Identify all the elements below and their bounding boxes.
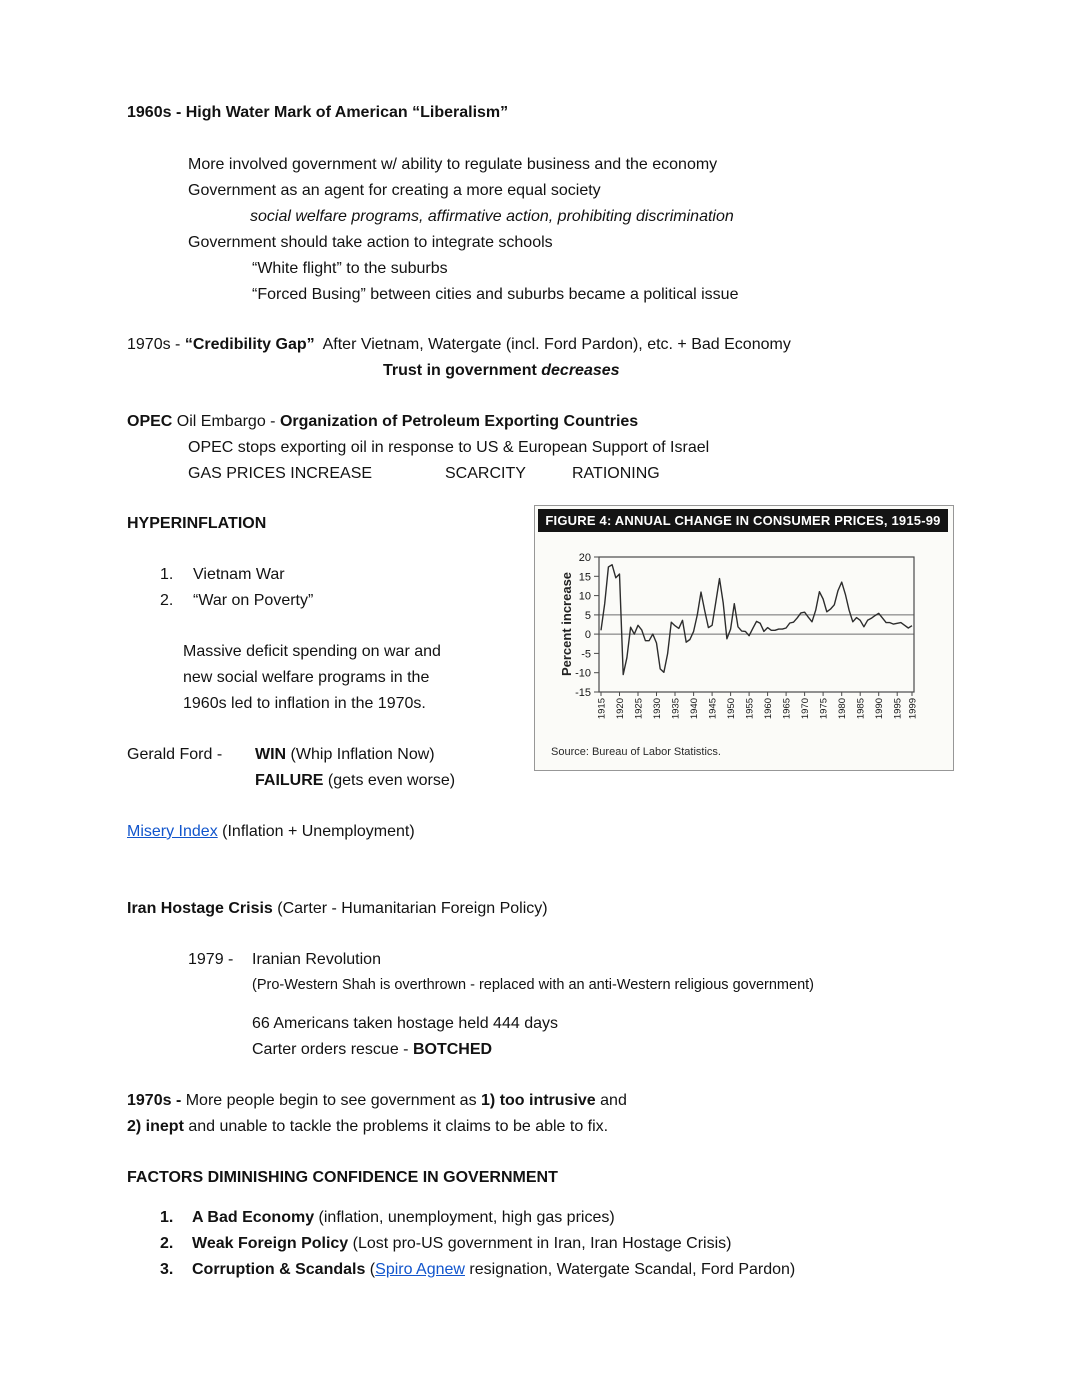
y-tick-label: -10 <box>575 667 591 680</box>
text-segment: (Inflation + Unemployment) <box>217 823 415 840</box>
spiro-agnew-link[interactable]: Spiro Agnew <box>375 1261 465 1278</box>
factor-corruption <box>160 1260 795 1280</box>
figure-title: FIGURE 4: ANNUAL CHANGE IN CONSUMER PRICES, 1915-99 <box>538 509 948 532</box>
para-integrate-schools <box>188 233 553 253</box>
text-segment: Gerald Ford - <box>127 746 227 763</box>
y-tick-label: 10 <box>578 590 591 603</box>
heading-hyperinflation <box>127 514 266 534</box>
text-segment: Weak Foreign Policy <box>192 1235 349 1252</box>
text-segment: After Vietnam, Watergate (incl. Ford Pardon), etc. + Bad Economy <box>314 336 791 353</box>
text-segment: resignation, Watergate Scandal, Ford Pardon) <box>464 1261 796 1278</box>
y-tick-label: 20 <box>578 552 591 564</box>
para-1970s-intrusive <box>127 1091 627 1111</box>
factor-weak-foreign-policy <box>160 1234 731 1254</box>
text-segment: WIN <box>255 746 287 763</box>
text-segment: ( <box>365 1261 376 1278</box>
x-tick-label: 1935 <box>670 698 682 720</box>
text-segment: Corruption & Scandals <box>192 1261 366 1278</box>
text-segment: “War on Poverty” <box>193 592 314 609</box>
para-gas-prices <box>188 464 660 484</box>
text-segment: FAILURE <box>255 772 324 789</box>
text-segment: 2. <box>160 592 174 609</box>
text-segment: “Forced Busing” between cities and suburbs became a political issue <box>252 286 739 303</box>
y-tick-label: -5 <box>581 648 591 661</box>
x-tick-label: 1960 <box>763 698 775 720</box>
y-axis-title: Percent increase <box>559 571 574 677</box>
para-forced-busing <box>252 285 738 305</box>
x-tick-label: 1955 <box>744 698 756 720</box>
para-1979-revolution <box>188 950 381 970</box>
text-segment: Massive deficit spending on war and <box>183 643 441 660</box>
text-segment: Carter orders rescue - <box>252 1041 413 1058</box>
text-segment: “Credibility Gap” <box>184 336 315 353</box>
x-tick-label: 1985 <box>855 698 867 720</box>
text-segment: 2. <box>160 1235 174 1252</box>
text-segment: BOTCHED <box>412 1041 493 1058</box>
x-tick-label: 1965 <box>781 698 793 720</box>
para-deficit-2 <box>183 668 429 688</box>
text-segment: 1) too intrusive <box>481 1092 596 1109</box>
para-white-flight <box>252 259 448 279</box>
text-segment: 1. <box>160 1209 174 1226</box>
text-segment: 1. <box>160 566 174 583</box>
para-more-involved <box>188 155 717 175</box>
list-item-vietnam-war <box>160 565 285 585</box>
text-segment: 1960s - High Water Mark of American “Liberalism” <box>127 104 509 121</box>
list-item-war-on-poverty <box>160 591 313 611</box>
text-segment: social welfare programs, affirmative action, prohibiting discrimination <box>250 208 734 225</box>
x-tick-label: 1975 <box>818 698 830 720</box>
text-segment: and unable to tackle the problems it claims to be able to fix. <box>183 1118 609 1135</box>
text-segment: new social welfare programs in the <box>183 669 430 686</box>
figure-plot-svg <box>535 506 955 772</box>
text-segment: 1979 - <box>188 951 238 968</box>
y-tick-label: 5 <box>584 609 591 622</box>
para-2-inept <box>127 1117 608 1137</box>
text-segment: (gets even worse) <box>323 772 456 789</box>
heading-opec <box>127 412 638 432</box>
text-segment: More involved government w/ ability to regulate business and the economy <box>188 156 718 173</box>
x-tick-label: 1995 <box>892 698 904 720</box>
text-segment: OPEC stops exporting oil in response to US & European Support of Israel <box>188 439 710 456</box>
x-tick-label: 1925 <box>633 698 645 720</box>
x-tick-label: 1920 <box>615 698 626 720</box>
x-tick-label: 1940 <box>689 698 701 720</box>
text-segment: Iran Hostage Crisis <box>127 900 273 917</box>
figure-source: Source: Bureau of Labor Statistics. <box>551 746 721 758</box>
text-segment: Vietnam War <box>193 566 285 583</box>
text-segment: Trust in government <box>383 362 542 379</box>
para-opec-stops <box>188 438 709 458</box>
text-segment: (Whip Inflation Now) <box>286 746 435 763</box>
plot-frame <box>599 557 914 692</box>
para-deficit-3 <box>183 694 426 714</box>
x-tick-label: 1915 <box>596 698 608 720</box>
text-segment: RATIONING <box>572 465 660 482</box>
text-segment: More people begin to see government as <box>185 1092 482 1109</box>
text-segment: 1970s - <box>127 336 185 353</box>
text-segment: (Carter - Humanitarian Foreign Policy) <box>272 900 548 917</box>
x-tick-label: 1999 <box>907 698 919 720</box>
text-segment: Organization of Petroleum Exporting Countries <box>279 413 639 430</box>
x-tick-label: 1980 <box>837 698 849 720</box>
x-tick-label: 1970 <box>800 698 812 720</box>
text-segment: 2) inept <box>127 1118 184 1135</box>
text-segment: Government should take action to integrate schools <box>188 234 553 251</box>
text-segment: 1960s led to inflation in the 1970s. <box>183 695 426 712</box>
para-shah-overthrown <box>252 976 814 994</box>
text-segment: Oil Embargo - <box>172 413 280 430</box>
cpi-figure-image[interactable] <box>534 505 954 771</box>
para-social-welfare <box>250 207 734 227</box>
y-tick-label: 0 <box>584 629 591 642</box>
text-segment: 1970s - <box>127 1092 186 1109</box>
para-deficit-1 <box>183 642 441 662</box>
x-tick-label: 1945 <box>707 698 719 720</box>
text-segment: (Pro-Western Shah is overthrown - replaced with an anti-Western religious government) <box>252 977 814 993</box>
text-segment: SCARCITY <box>445 465 526 482</box>
para-gov-agent <box>188 181 601 201</box>
text-segment: (Lost pro-US government in Iran, Iran Hostage Crisis) <box>348 1235 732 1252</box>
misery-index-link[interactable]: Misery Index <box>127 823 218 840</box>
text-segment: 3. <box>160 1261 174 1278</box>
y-tick-label: 15 <box>578 571 591 584</box>
cpi-data-line <box>601 565 912 675</box>
heading-1960s <box>127 103 508 123</box>
text-segment: “White flight” to the suburbs <box>252 260 448 277</box>
text-segment: HYPERINFLATION <box>127 515 267 532</box>
para-misery-index <box>127 822 415 842</box>
y-tick-label: -15 <box>575 687 591 699</box>
factor-bad-economy <box>160 1208 615 1228</box>
x-tick-label: 1990 <box>874 698 886 720</box>
para-gerald-ford-failure <box>255 771 455 791</box>
text-segment: and <box>595 1092 627 1109</box>
heading-iran-hostage <box>127 899 548 919</box>
text-segment: OPEC <box>127 413 173 430</box>
heading-1970s-credibility <box>127 335 791 355</box>
para-trust-decreases <box>383 361 620 381</box>
x-tick-label: 1950 <box>726 698 738 720</box>
para-carter-rescue <box>252 1040 492 1060</box>
x-tick-label: 1930 <box>652 698 663 720</box>
para-66-americans <box>252 1014 558 1034</box>
text-segment: decreases <box>541 362 620 379</box>
para-gerald-ford-win <box>127 745 435 765</box>
text-segment: A Bad Economy <box>192 1209 315 1226</box>
text-segment: (inflation, unemployment, high gas prices) <box>314 1209 615 1226</box>
heading-factors <box>127 1168 558 1188</box>
text-segment: GAS PRICES INCREASE <box>188 465 373 482</box>
text-segment: Government as an agent for creating a more equal society <box>188 182 601 199</box>
text-segment: 66 Americans taken hostage held 444 days <box>252 1015 558 1032</box>
text-segment: FACTORS DIMINISHING CONFIDENCE IN GOVERNMENT <box>127 1169 558 1186</box>
text-segment: Iranian Revolution <box>252 951 381 968</box>
